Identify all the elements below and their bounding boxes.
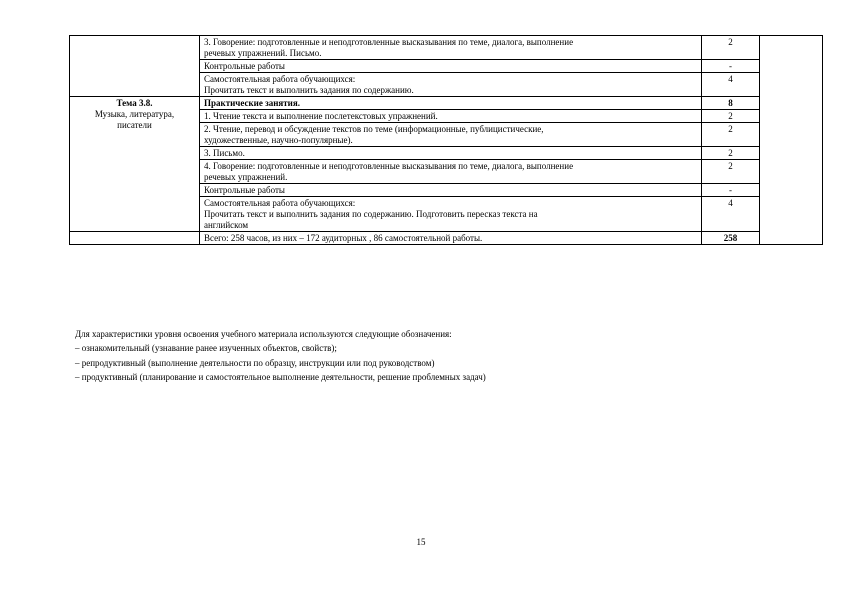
content-line: 3. Письмо. xyxy=(204,148,245,158)
legend-item-reproductive: – репродуктивный (выполнение деятельности по образцу, инструкции или под руководством) xyxy=(75,357,435,368)
content-line: 2. Чтение, перевод и обсуждение текстов по теме (информационные, публицистические, xyxy=(204,124,544,134)
hours-cell: 2 xyxy=(702,147,760,160)
hours-cell: 4 xyxy=(702,73,760,97)
content-line: Контрольные работы xyxy=(204,185,285,195)
total-row xyxy=(70,232,823,245)
content-line: Прочитать текст и выполнить задания по содержанию. xyxy=(204,85,414,95)
level-cell xyxy=(760,36,823,245)
hours-cell: 2 xyxy=(702,36,760,60)
curriculum-table xyxy=(69,35,823,245)
content-cell xyxy=(200,97,702,110)
total-empty-cell xyxy=(70,232,200,245)
content-line: Самостоятельная работа обучающихся: xyxy=(204,74,356,84)
content-cell xyxy=(200,60,702,73)
hours-cell: - xyxy=(702,184,760,197)
legend-item-familiarization: – ознакомительный (узнавание ранее изученных объектов, свойств); xyxy=(75,343,337,354)
content-cell xyxy=(200,123,702,147)
content-cell xyxy=(200,110,702,123)
topic-title: Тема 3.8. xyxy=(116,98,153,108)
content-cell xyxy=(200,147,702,160)
total-hours: 258 xyxy=(702,232,760,245)
hours-cell: - xyxy=(702,60,760,73)
hours-cell: 4 xyxy=(702,197,760,232)
page-number: 15 xyxy=(416,537,426,547)
legend xyxy=(75,327,486,384)
legend-intro: Для характеристики уровня освоения учебного материала используются следующие обозначения: xyxy=(75,329,452,339)
content-line: речевых упражнений. xyxy=(204,172,288,182)
total-text: Всего: 258 часов, из них – 172 аудиторных , 86 самостоятельной работы. xyxy=(200,232,702,245)
content-line: художественные, научно-популярные). xyxy=(204,135,353,145)
legend-item-productive: – продуктивный (планирование и самостоятельное выполнение деятельности, решение проблемных задач) xyxy=(75,371,486,382)
content-cell xyxy=(200,36,702,60)
topic-cell-empty xyxy=(70,36,200,97)
topic-name-line: писатели xyxy=(117,120,152,130)
content-line: речевых упражнений. Письмо. xyxy=(204,48,322,58)
content-line: Самостоятельная работа обучающихся: xyxy=(204,198,356,208)
content-line: 4. Говорение: подготовленные и неподготовленные высказывания по теме, диалога, выполнение xyxy=(204,161,574,171)
hours-cell: 2 xyxy=(702,123,760,147)
hours-cell: 8 xyxy=(702,97,760,110)
content-line: Прочитать текст и выполнить задания по содержанию. Подготовить пересказ текста на xyxy=(204,209,538,219)
table-row xyxy=(70,97,823,110)
content-line: 3. Говорение: подготовленные и неподготовленные высказывания по теме, диалога, выполнение xyxy=(204,37,574,47)
topic-name-line: Музыка, литература, xyxy=(94,109,175,119)
content-line: 1. Чтение текста и выполнение послетекстовых упражнений. xyxy=(204,111,438,121)
content-cell xyxy=(200,160,702,184)
content-cell xyxy=(200,184,702,197)
table-row xyxy=(70,36,823,60)
content-cell xyxy=(200,197,702,232)
hours-cell: 2 xyxy=(702,110,760,123)
content-line: Контрольные работы xyxy=(204,61,285,71)
hours-cell: 2 xyxy=(702,160,760,184)
topic-cell xyxy=(70,97,200,232)
content-line: английском xyxy=(204,220,249,230)
content-line: Практические занятия. xyxy=(204,98,300,108)
content-cell xyxy=(200,73,702,97)
